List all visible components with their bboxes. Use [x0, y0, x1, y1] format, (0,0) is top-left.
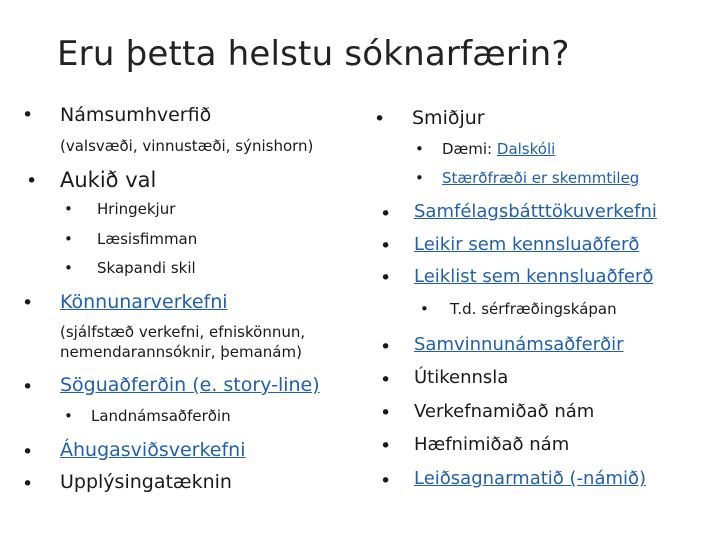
bullet: •: [64, 200, 73, 218]
subitem-daemi: [442, 140, 555, 158]
bullet: •: [64, 230, 73, 248]
link-samvinnu[interactable]: Samvinnunámsaðferðir: [414, 334, 624, 355]
subitem-landnamsadferdin: Landnámsaðferðin: [91, 407, 231, 425]
item-namsumhverfi: Námsumhverfið: [60, 104, 212, 126]
link-leiklist[interactable]: Leiklist sem kennsluaðferð: [414, 266, 654, 287]
bullet: •: [374, 108, 386, 130]
bullet: •: [380, 203, 392, 225]
slide-title: Eru þetta helstu sóknarfærin?: [57, 34, 570, 74]
bullet: •: [380, 235, 392, 257]
link-dalskoli[interactable]: Dalskóli: [496, 140, 556, 158]
bullet: •: [64, 407, 73, 425]
item-upplysingataeknin: Upplýsingatæknin: [60, 471, 232, 493]
link-staerdfraedi[interactable]: Stærðfræði er skemmtileg: [442, 169, 640, 187]
note-konnunarverkefni-1: (sjálfstæð verkefni, efniskönnun,: [60, 323, 306, 341]
bullet: •: [26, 170, 38, 192]
subitem-serfraedingskapan: T.d. sérfræðingskápan: [450, 300, 617, 318]
link-soguadferdin[interactable]: Söguaðferðin (e. story-line): [60, 374, 320, 396]
item-aukid-val: Aukið val: [60, 168, 157, 192]
link-ahugasvidsverkefni[interactable]: Áhugasviðsverkefni: [60, 439, 246, 461]
bullet: •: [380, 267, 392, 289]
subitem-laesisfimman: Læsisfimman: [97, 230, 198, 248]
bullet: •: [380, 402, 392, 424]
bullet: •: [380, 435, 392, 457]
bullet: •: [22, 376, 34, 398]
bullet: •: [380, 470, 392, 492]
link-leikir[interactable]: Leikir sem kennsluaðferð: [414, 234, 640, 255]
bullet: •: [22, 104, 34, 126]
link-leidsagnarmat[interactable]: Leiðsagnarmatið (-námið): [414, 468, 647, 489]
note-namsumhverfi: (valsvæði, vinnustæði, sýnishorn): [60, 137, 314, 155]
item-utikennsla: Útikennsla: [414, 367, 509, 388]
item-smidjur: Smiðjur: [412, 107, 485, 129]
item-verkefnamidad: Verkefnamiðað nám: [414, 401, 595, 422]
bullet: •: [420, 300, 429, 318]
subitem-hringekjur: Hringekjur: [97, 200, 176, 218]
link-konnunarverkefni[interactable]: Könnunarverkefni: [60, 291, 228, 313]
link-samfelags[interactable]: Samfélagsbátttökuverkefni: [414, 201, 657, 222]
bullet: •: [415, 140, 424, 158]
bullet: •: [380, 336, 392, 358]
bullet: •: [22, 473, 34, 495]
daemi-prefix: Dæmi:: [442, 140, 497, 158]
bullet: •: [22, 292, 34, 314]
bullet: •: [64, 259, 73, 277]
item-haefnimidad: Hæfnimiðað nám: [414, 434, 570, 455]
bullet: •: [415, 169, 424, 187]
subitem-skapandi-skil: Skapandi skil: [97, 259, 196, 277]
note-konnunarverkefni-2: nemendarannsóknir, þemanám): [60, 343, 302, 361]
bullet: •: [380, 369, 392, 391]
bullet: •: [22, 441, 34, 463]
